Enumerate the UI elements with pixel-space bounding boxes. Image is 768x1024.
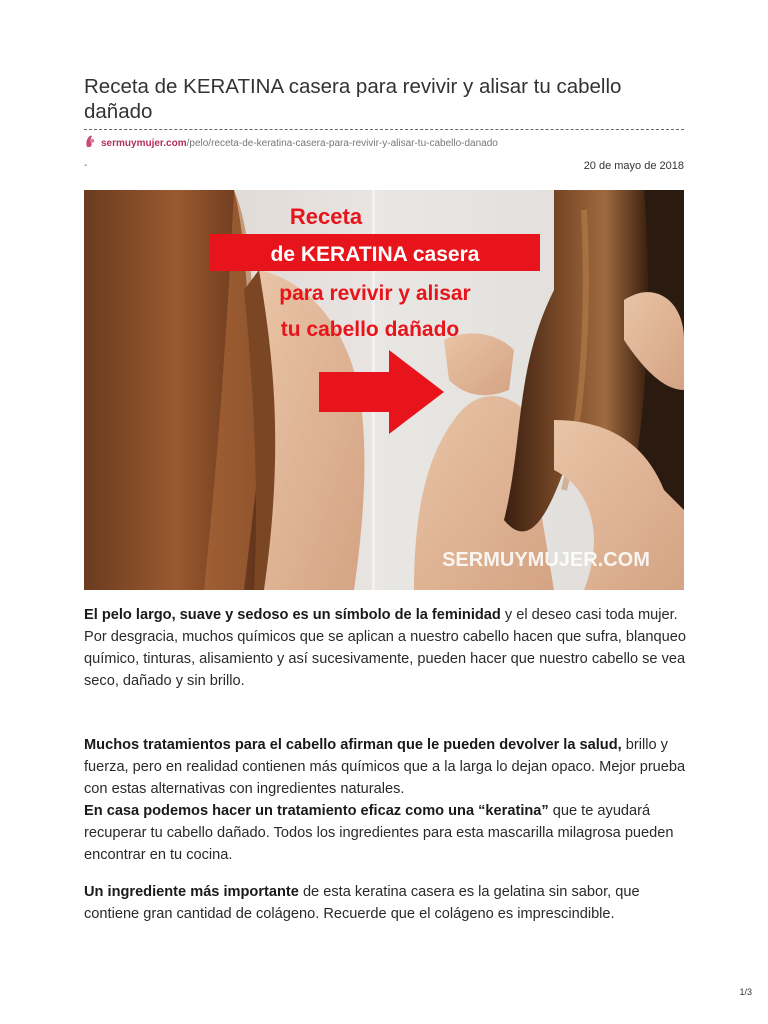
paragraph-2-bold: Muchos tratamientos para el cabello afirman que le pueden devolver la salud, bbox=[84, 737, 622, 753]
source-link[interactable] bbox=[84, 135, 684, 151]
hero-line-4: tu cabello dañado bbox=[280, 318, 460, 341]
paragraph-4 bbox=[84, 881, 688, 925]
source-domain[interactable]: sermuymujer.com bbox=[101, 138, 187, 149]
hero-line-2: de KERATINA casera bbox=[270, 243, 480, 266]
paragraph-1-text: y el deseo casi toda mujer. Por desgracia, muchos químicos que se aplican a nuestro cabello hacen que sufra, blanqueo químico, tinturas, alisamiento y así sucesivamente, pueden hacer que nuestro cabello se vea seco, dañado y sin brillo. bbox=[84, 607, 686, 689]
paragraph-3-text: que te ayudará recuperar tu cabello dañado. Todos los ingredientes para esta mascarilla milagrosa pueden encontrar en tu cocina. bbox=[84, 803, 674, 863]
meta-bullet: - bbox=[84, 160, 88, 171]
paragraph-2-text: brillo y fuerza, pero en realidad contienen más químicos que a la larga lo dejan opaco. Mejor prueba con estas alternativas con ingredientes naturales. bbox=[84, 737, 686, 797]
source-path[interactable]: /pelo/receta-de-keratina-casera-para-revivir-y-alisar-tu-cabello-danado bbox=[186, 138, 498, 149]
paragraph-4-bold: Un ingrediente más importante bbox=[84, 884, 299, 900]
article-body bbox=[84, 604, 688, 925]
paragraph-4-text: de esta keratina casera es la gelatina sin sabor, que contiene gran cantidad de colágeno. Recuerde que el colágeno es imprescindible. bbox=[84, 884, 640, 922]
page-number: 1/3 bbox=[739, 987, 752, 997]
hero-line-3: para revivir y alisar bbox=[279, 282, 471, 305]
article-title: Receta de KERATINA casera para revivir y alisar tu cabello dañado bbox=[84, 75, 622, 123]
paragraph-1-bold: El pelo largo, suave y sedoso es un símbolo de la feminidad bbox=[84, 607, 501, 623]
paragraph-2 bbox=[84, 734, 688, 800]
hero-image bbox=[84, 190, 684, 590]
hero-watermark: SERMUYMUJER.COM bbox=[442, 549, 650, 571]
site-favicon-icon bbox=[84, 135, 96, 148]
paragraph-1 bbox=[84, 604, 688, 692]
publish-date: 20 de mayo de 2018 bbox=[583, 160, 684, 172]
title-divider bbox=[84, 129, 684, 130]
paragraph-3-bold: En casa podemos hacer un tratamiento eficaz como una “keratina” bbox=[84, 803, 549, 819]
paragraph-3 bbox=[84, 800, 688, 866]
hero-line-1: Receta bbox=[289, 204, 363, 229]
